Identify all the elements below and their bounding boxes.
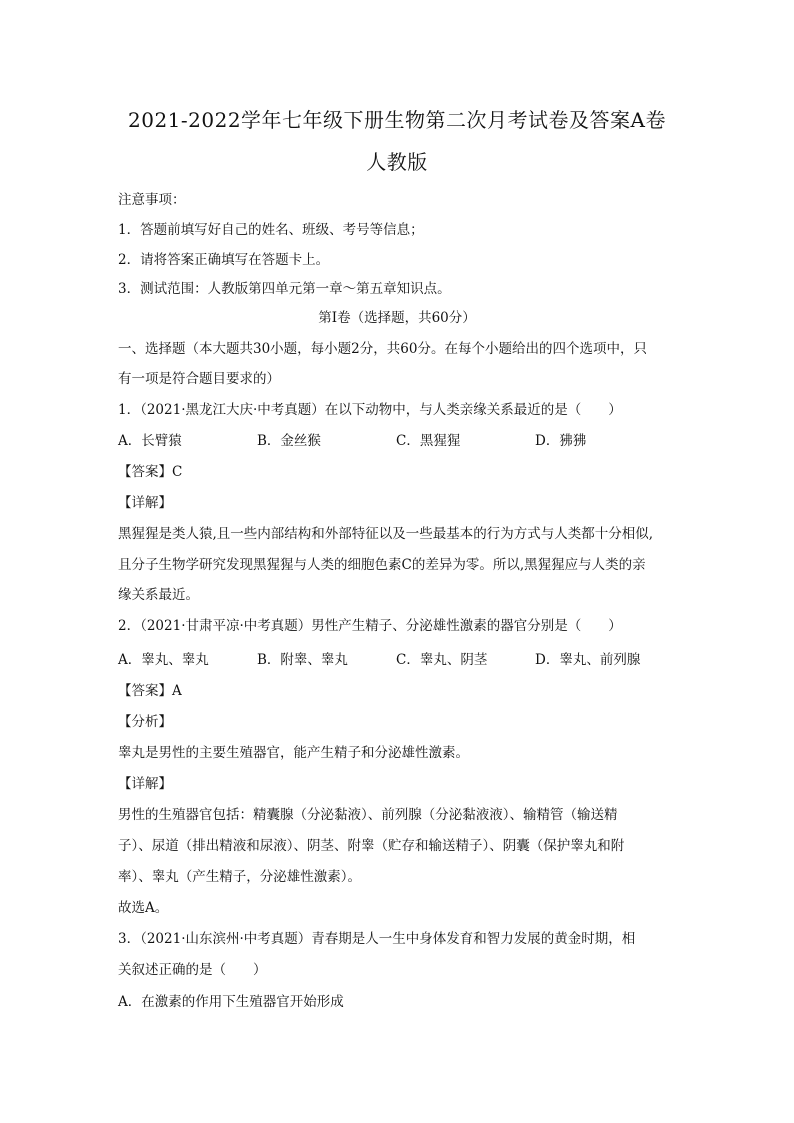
q1-option-b: B．金丝猴 xyxy=(257,433,321,449)
q2-answer: 【答案】A xyxy=(118,683,182,699)
q1-option-d: D．狒狒 xyxy=(535,433,587,449)
question-3-stem-line: 3．（2021·山东滨州·中考真题）青春期是人一生中身体发育和智力发展的黄金时期，相 xyxy=(118,931,636,947)
q2-option-a: A．睾丸、睾丸 xyxy=(118,652,209,668)
q1-detail-line: 且分子生物学研究发现黑猩猩与人类的细胞色素C的差异为零。所以,黑猩猩应与人类的亲 xyxy=(118,557,646,573)
q1-option-c: C．黑猩猩 xyxy=(396,433,461,449)
part-intro-line: 一、选择题（本大题共30小题，每小题2分，共60分。在每个小题给出的四个选项中，只 xyxy=(118,341,647,357)
q2-detail-line: 率）、睾丸（产生精子，分泌雄性激素）。 xyxy=(118,869,361,885)
q3-option-a: A．在激素的作用下生殖器官开始形成 xyxy=(118,994,344,1010)
q2-option-d: D．睾丸、前列腺 xyxy=(535,652,641,668)
section-title: 第I卷（选择题，共60分） xyxy=(318,310,476,326)
q1-detail-label: 【详解】 xyxy=(118,495,172,511)
q2-detail-line: 男性的生殖器官包括：精囊腺（分泌黏液）、前列腺（分泌黏液液）、输精管（输送精 xyxy=(118,807,618,823)
question-3-stem-line: 关叙述正确的是（ ） xyxy=(118,962,267,978)
note-item: 1．答题前填写好自己的姓名、班级、考号等信息； xyxy=(118,222,424,238)
note-item: 3．测试范围：人教版第四单元第一章～第五章知识点。 xyxy=(118,281,451,297)
part-intro-line: 有一项是符合题目要求的） xyxy=(118,371,280,387)
q1-detail-line: 缘关系最近。 xyxy=(118,587,199,603)
question-1-stem: 1．（2021·黑龙江大庆·中考真题）在以下动物中，与人类亲缘关系最近的是（ ） xyxy=(118,402,622,418)
title-line-2: 人教版 xyxy=(366,150,428,174)
q2-analysis-label: 【分析】 xyxy=(118,714,172,730)
note-item: 2．请将答案正确填写在答题卡上。 xyxy=(118,252,330,268)
q2-option-b: B．附睾、睾丸 xyxy=(257,652,348,668)
q2-conclusion: 故选A。 xyxy=(118,900,169,916)
q1-answer: 【答案】C xyxy=(118,464,183,480)
title-line-1: 2021-2022学年七年级下册生物第二次月考试卷及答案A卷 xyxy=(128,108,666,132)
q1-detail-line: 黑猩猩是类人猿,且一些内部结构和外部特征以及一些最基本的行为方式与人类都十分相似, xyxy=(118,526,654,542)
q2-detail-label: 【详解】 xyxy=(118,776,172,792)
q2-option-c: C．睾丸、阴茎 xyxy=(396,652,488,668)
q2-detail-line: 子）、尿道（排出精液和尿液）、阴茎、附睾（贮存和输送精子）、阴囊（保护睾丸和附 xyxy=(118,838,625,854)
q1-option-a: A．长臂猿 xyxy=(118,433,182,449)
q2-analysis: 睾丸是男性的主要生殖器官，能产生精子和分泌雄性激素。 xyxy=(118,745,469,761)
question-2-stem: 2．（2021·甘肃平凉·中考真题）男性产生精子、分泌雄性激素的器官分别是（ ） xyxy=(118,618,622,634)
notes-heading: 注意事项： xyxy=(118,192,186,208)
